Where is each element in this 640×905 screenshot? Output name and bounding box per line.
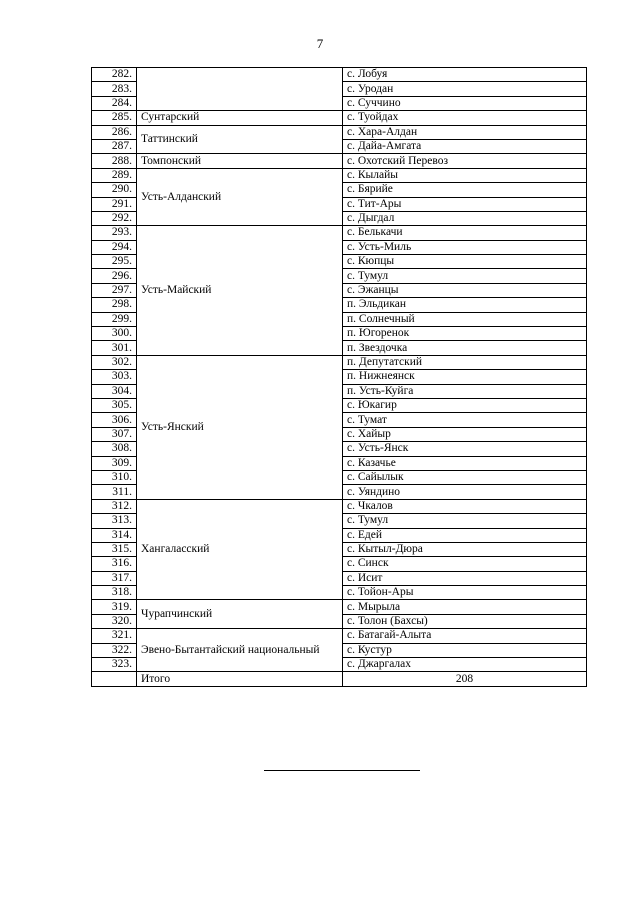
settlement-name: с. Джаргалах xyxy=(343,658,587,672)
settlement-name: с. Синск xyxy=(343,557,587,571)
row-number: 318. xyxy=(92,586,137,600)
settlement-name: с. Уяндино xyxy=(343,485,587,499)
settlement-name: с. Кылайы xyxy=(343,168,587,182)
row-number: 311. xyxy=(92,485,137,499)
settlement-name: с. Тит-Ары xyxy=(343,197,587,211)
row-number: 307. xyxy=(92,427,137,441)
row-number: 301. xyxy=(92,341,137,355)
settlement-name: п. Эльдикан xyxy=(343,298,587,312)
table-row xyxy=(92,355,587,369)
settlement-name: с. Уродан xyxy=(343,82,587,96)
row-number: 295. xyxy=(92,255,137,269)
settlement-name: п. Солнечный xyxy=(343,312,587,326)
settlement-name: с. Хайыр xyxy=(343,427,587,441)
row-number: 309. xyxy=(92,456,137,470)
settlement-name: с. Батагай-Алыта xyxy=(343,629,587,643)
settlement-name: с. Суччино xyxy=(343,96,587,110)
row-number: 282. xyxy=(92,68,137,82)
row-number: 303. xyxy=(92,370,137,384)
settlement-name: с. Исит xyxy=(343,571,587,585)
district-name: Усть-Янский xyxy=(137,355,343,499)
row-number: 306. xyxy=(92,413,137,427)
settlement-name: п. Нижнеянск xyxy=(343,370,587,384)
total-value: 208 xyxy=(343,672,587,686)
row-number: 300. xyxy=(92,327,137,341)
settlement-name: с. Эжанцы xyxy=(343,283,587,297)
settlement-name: с. Бярийе xyxy=(343,183,587,197)
row-number: 308. xyxy=(92,442,137,456)
settlement-name: с. Тойон-Ары xyxy=(343,586,587,600)
end-divider xyxy=(264,770,420,771)
row-number: 304. xyxy=(92,384,137,398)
settlement-name: с. Тумул xyxy=(343,514,587,528)
row-number: 310. xyxy=(92,470,137,484)
row-number: 319. xyxy=(92,600,137,614)
row-number: 283. xyxy=(92,82,137,96)
total-row xyxy=(92,672,587,686)
settlement-name: с. Кустур xyxy=(343,643,587,657)
district-name: Сунтарский xyxy=(137,111,343,125)
row-number: 285. xyxy=(92,111,137,125)
settlement-name: п. Депутатский xyxy=(343,355,587,369)
settlement-name: с. Кытыл-Дюра xyxy=(343,542,587,556)
settlement-name: с. Хара-Алдан xyxy=(343,125,587,139)
settlement-name: с. Чкалов xyxy=(343,499,587,513)
district-name: Усть-Майский xyxy=(137,226,343,356)
settlement-name: п. Усть-Куйга xyxy=(343,384,587,398)
settlement-name: с. Тумул xyxy=(343,269,587,283)
row-number: 297. xyxy=(92,283,137,297)
table-row xyxy=(92,68,587,82)
row-number: 284. xyxy=(92,96,137,110)
row-number: 286. xyxy=(92,125,137,139)
settlement-name: с. Юкагир xyxy=(343,398,587,412)
row-number: 299. xyxy=(92,312,137,326)
total-label: Итого xyxy=(137,672,343,686)
table-row xyxy=(92,600,587,614)
settlement-name: с. Лобуя xyxy=(343,68,587,82)
district-name: Усть-Алданский xyxy=(137,168,343,226)
row-number: 289. xyxy=(92,168,137,182)
row-number: 313. xyxy=(92,514,137,528)
settlement-name: с. Дыгдал xyxy=(343,211,587,225)
row-number: 315. xyxy=(92,542,137,556)
settlement-name: с. Туойдах xyxy=(343,111,587,125)
settlement-name: с. Усть-Миль xyxy=(343,240,587,254)
district-name xyxy=(137,68,343,111)
row-number: 291. xyxy=(92,197,137,211)
settlement-name: с. Толон (Бахсы) xyxy=(343,614,587,628)
settlement-name: с. Едей xyxy=(343,528,587,542)
table-row xyxy=(92,154,587,168)
settlement-name: с. Кюпцы xyxy=(343,255,587,269)
district-name: Томпонский xyxy=(137,154,343,168)
table-row xyxy=(92,125,587,139)
table-row xyxy=(92,499,587,513)
page-number: 7 xyxy=(316,36,324,51)
settlement-name: с. Белькачи xyxy=(343,226,587,240)
row-number: 305. xyxy=(92,398,137,412)
row-number: 293. xyxy=(92,226,137,240)
row-number: 302. xyxy=(92,355,137,369)
table-row xyxy=(92,168,587,182)
row-number: 288. xyxy=(92,154,137,168)
settlement-name: с. Мырыла xyxy=(343,600,587,614)
settlement-name: с. Усть-Янск xyxy=(343,442,587,456)
row-number: 316. xyxy=(92,557,137,571)
settlement-name: п. Югоренок xyxy=(343,327,587,341)
row-number: 287. xyxy=(92,139,137,153)
row-number: 294. xyxy=(92,240,137,254)
settlement-name: с. Казачье xyxy=(343,456,587,470)
settlement-name: п. Звездочка xyxy=(343,341,587,355)
row-number: 312. xyxy=(92,499,137,513)
table-row xyxy=(92,226,587,240)
table-row xyxy=(92,629,587,643)
district-name: Чурапчинский xyxy=(137,600,343,629)
row-number: 314. xyxy=(92,528,137,542)
settlements-table xyxy=(91,67,587,687)
row-number: 320. xyxy=(92,614,137,628)
district-name: Таттинский xyxy=(137,125,343,154)
row-number: 317. xyxy=(92,571,137,585)
row-number: 296. xyxy=(92,269,137,283)
district-name: Хангаласский xyxy=(137,499,343,600)
district-name: Эвено-Бытантайский национальный xyxy=(137,629,343,672)
row-number: 321. xyxy=(92,629,137,643)
table-body xyxy=(92,68,587,672)
row-number: 323. xyxy=(92,658,137,672)
row-number: 292. xyxy=(92,211,137,225)
settlement-name: с. Сайылык xyxy=(343,470,587,484)
row-number: 322. xyxy=(92,643,137,657)
total-empty-cell xyxy=(92,672,137,686)
table-row xyxy=(92,111,587,125)
row-number: 290. xyxy=(92,183,137,197)
settlement-name: с. Тумат xyxy=(343,413,587,427)
settlement-name: с. Дайа-Амгата xyxy=(343,139,587,153)
row-number: 298. xyxy=(92,298,137,312)
settlement-name: с. Охотский Перевоз xyxy=(343,154,587,168)
